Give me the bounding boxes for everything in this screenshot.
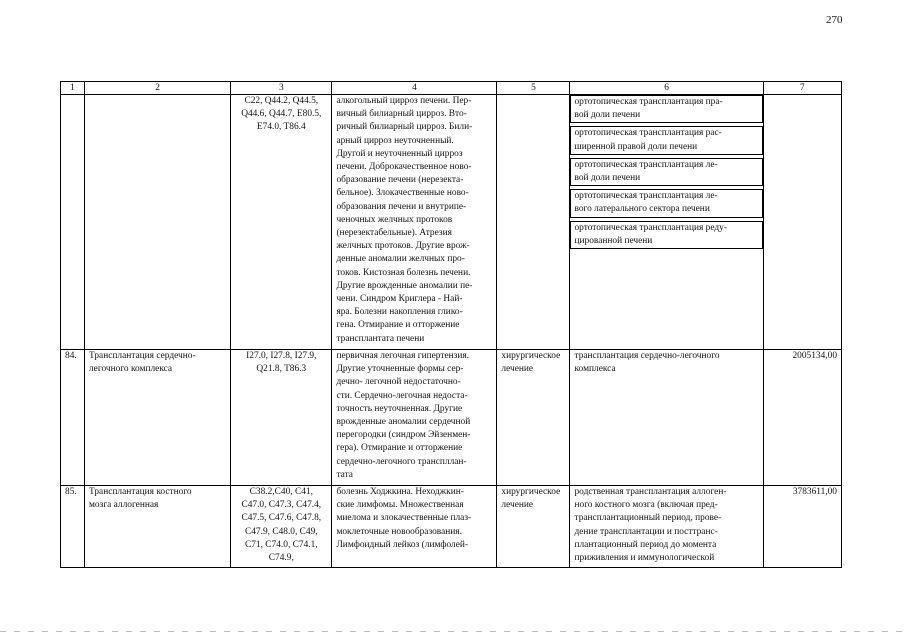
treatment-type <box>497 95 570 350</box>
service-name: Трансплантация сердечно- легочного комплекса <box>85 350 231 486</box>
diagnosis-text: первичная легочная гипертензия. Другие уточненные формы сер- дечно- легочной недостаточно- сти. Сердечно-легочная недоста- точность неуточненная. Другие врожденные аномалии сердечной перегородки (синдром Эйзенмен- гера). Отмирание и отторжение сердечно-легочного транспллан- тата <box>332 350 497 486</box>
row-number: 85. <box>61 486 85 568</box>
treatment-type: хирургическое лечение <box>497 350 570 486</box>
diagnosis-text: болезнь Ходжкина. Неходжкин- ские лимфомы. Множественная миелома и злокачественные плаз- моклеточные новообразования. Лимфоидный лейкоз (лимфолей- <box>332 486 497 568</box>
table-header-row <box>61 82 842 95</box>
treatment-type: хирургическое лечение <box>497 486 570 568</box>
treatment-methods <box>570 95 763 350</box>
method-item: ортотопическая трансплантация пра- вой доли печени <box>570 95 762 123</box>
method-item: ортотопическая трансплантация ле- вой доли печени <box>570 158 762 186</box>
method-item: ортотопическая трансплантация рас- ширенной правой доли печени <box>570 126 762 154</box>
header-col-3: 3 <box>231 82 332 95</box>
header-col-2: 2 <box>85 82 231 95</box>
treatment-method: родственная трансплантация аллоген- ного костного мозга (включая пред- трансплантационный период, прове- дение трансплантации и посттранс- плантационный период до момента приживления и иммунологической <box>570 486 763 568</box>
cost-value <box>763 95 841 350</box>
table-row <box>61 350 842 486</box>
icd-codes: I27.0, I27.8, I27.9, Q21.8, T86.3 <box>231 350 332 486</box>
header-col-6: 6 <box>570 82 763 95</box>
service-name <box>85 95 231 350</box>
icd-codes: С22, Q44.2, Q44.5, Q44.6, Q44.7, E80.5, E74.0, T86.4 <box>231 95 332 350</box>
cost-value: 3783611,00 <box>763 486 841 568</box>
cost-value: 2005134,00 <box>763 350 841 486</box>
medical-services-table <box>60 81 842 568</box>
diagnosis-text: алкогольный цирроз печени. Пер- вичный билиарный цирроз. Вто- ричный билиарный цирроз. Били- арный цирроз неуточненный. Другой и неуточненный цирроз печени. Доброкачественное ново- образование печени (нерезекта- бельное). Злокачественные ново- образования печени и внутрипе- ченочных желчных протоков (нерезектабельные). Атрезия желчных протоков. Другие врож- денные аномалии желчных про- токов. Кистозная болезнь печени. Другие врожденные аномалии пе- чени. Синдром Криглера - Най- яра. Болезни накопления глико- гена. Отмирание и отторжение трансплантата печени <box>332 95 497 350</box>
method-item: ортотопическая трансплантация ле- вого латерального сектора печени <box>570 189 762 217</box>
table-row <box>61 95 842 350</box>
treatment-method: трансплантация сердечно-легочного комплекса <box>570 350 763 486</box>
method-item: ортотопическая трансплантация реду- цированной печени <box>570 221 762 249</box>
header-col-7: 7 <box>763 82 841 95</box>
header-col-1: 1 <box>61 82 85 95</box>
row-number: 84. <box>61 350 85 486</box>
page-number: 270 <box>826 14 843 26</box>
header-col-4: 4 <box>332 82 497 95</box>
scan-artifact-line <box>0 631 905 632</box>
icd-codes: C38.2,C40, C41, C47.0, C47.3, C47.4, C47.5, C47.6, C47.8, C47.9, C48.0, C49, C71, C74.0, C74.1, C74.9, <box>231 486 332 568</box>
header-col-5: 5 <box>497 82 570 95</box>
table-row <box>61 486 842 568</box>
row-number <box>61 95 85 350</box>
service-name: Трансплантация костного мозга аллогенная <box>85 486 231 568</box>
